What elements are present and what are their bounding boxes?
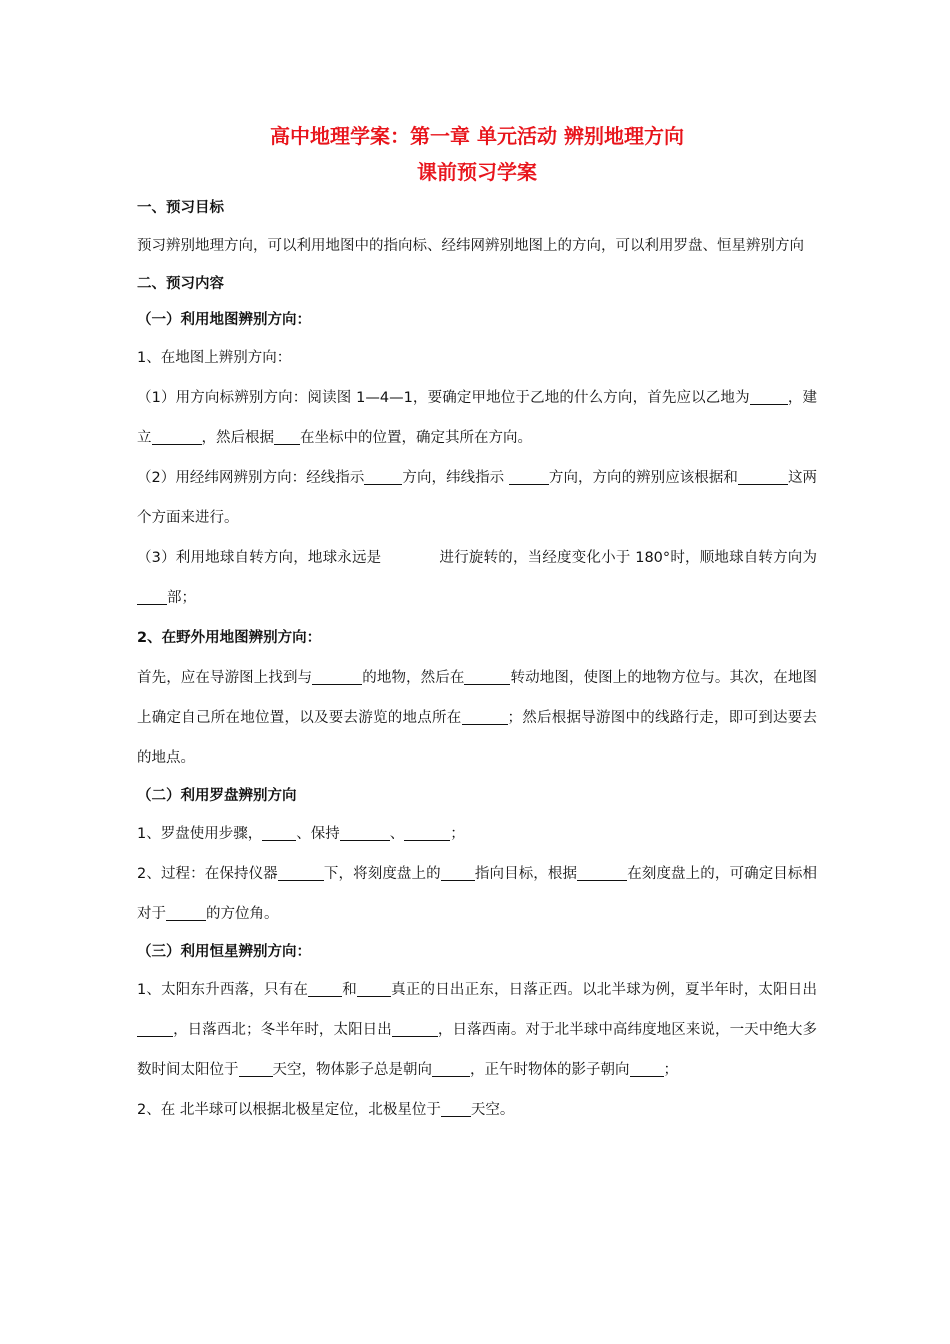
fill-blank[interactable]: [312, 670, 362, 685]
fill-blank[interactable]: [464, 670, 510, 685]
fill-blank[interactable]: [738, 470, 788, 485]
subsection-stars: （三）利用恒星辨别方向：: [137, 944, 311, 960]
fill-blank[interactable]: [392, 1022, 438, 1037]
section-heading-objectives: 一、预习目标: [137, 200, 224, 216]
fill-blank[interactable]: [166, 906, 206, 921]
section-heading-content: 二、预习内容: [137, 276, 224, 292]
fill-blank[interactable]: [364, 470, 402, 485]
fill-blank[interactable]: [441, 866, 475, 881]
question-earth-rotation: （3）利用地球自转方向，地球永远是 进行旋转的，当经度变化小于 180°时，顺地球自转方向为部；: [137, 550, 817, 606]
question-polaris: 2、在 北半球可以根据北极星定位，北极星位于 天空。: [137, 1102, 515, 1118]
fill-blank[interactable]: [308, 982, 342, 997]
fill-blank[interactable]: [357, 982, 391, 997]
fill-blank[interactable]: [239, 1062, 273, 1077]
fill-blank[interactable]: [404, 826, 450, 841]
question-compass-process: 2、过程：在保持仪器 下，将刻度盘上的 指向目标，根据 在刻度盘上的，可确定目标相对于 的方位角。: [137, 866, 818, 922]
item-field-map: 2、在野外用地图辨别方向：: [137, 630, 322, 646]
fill-blank[interactable]: [577, 866, 627, 881]
fill-blank[interactable]: [278, 866, 324, 881]
question-sun-direction: 1、太阳东升西落，只有在 和 真正的日出正东，日落正西。以北半球为例，夏半年时，太阳日出，日落西北；冬半年时，太阳日出 ，日落西南。对于北半球中高纬度地区来说，一天中绝大多数时间太阳位于 天空，物体影子总是朝向 ，正午时物体的影子朝向 ；: [137, 982, 818, 1078]
document-subtitle: 课前预习学案: [417, 160, 537, 184]
fill-blank[interactable]: [462, 710, 508, 725]
fill-blank[interactable]: [340, 826, 390, 841]
subsection-map-direction: （一）利用地图辨别方向：: [137, 312, 311, 328]
fill-blank[interactable]: [274, 430, 300, 445]
fill-blank[interactable]: [137, 590, 167, 605]
fill-blank[interactable]: [432, 1062, 470, 1077]
document-title: 高中地理学案：第一章 单元活动 辨别地理方向: [270, 124, 684, 148]
subsection-compass: （二）利用罗盘辨别方向: [137, 788, 297, 804]
question-graticule: （2）用经纬网辨别方向：经线指示 方向，纬线指示 方向，方向的辨别应该根据和 这两个方面来进行。: [137, 470, 818, 526]
question-compass-steps: 1、罗盘使用步骤， 、保持 、 ；: [137, 826, 465, 842]
fill-blank[interactable]: [630, 1062, 664, 1077]
fill-blank[interactable]: [137, 1022, 173, 1037]
objectives-text: 预习辨别地理方向，可以利用地图中的指向标、经纬网辨别地图上的方向，可以利用罗盘、恒星辨别方向: [137, 238, 804, 254]
worksheet-page: [137, 118, 817, 1130]
fill-blank[interactable]: [750, 390, 788, 405]
fill-blank[interactable]: [441, 1102, 471, 1117]
fill-blank[interactable]: [152, 430, 202, 445]
fill-blank[interactable]: [262, 826, 296, 841]
item-map-direction: 1、在地图上辨别方向：: [137, 350, 292, 366]
question-field-map: 首先，应在导游图上找到与 的地物，然后在 转动地图，使图上的地物方位与。其次，在地图上确定自己所在地位置，以及要去游览的地点所在 ；然后根据导游图中的线路行走，即可到达要去的地点。: [137, 670, 818, 766]
question-direction-marker: （1）用方向标辨别方向：阅读图 1—4—1，要确定甲地位于乙地的什么方向，首先应以乙地为 ，建立 ，然后根据 在坐标中的位置，确定其所在方向。: [137, 390, 818, 446]
fill-blank[interactable]: [509, 470, 549, 485]
